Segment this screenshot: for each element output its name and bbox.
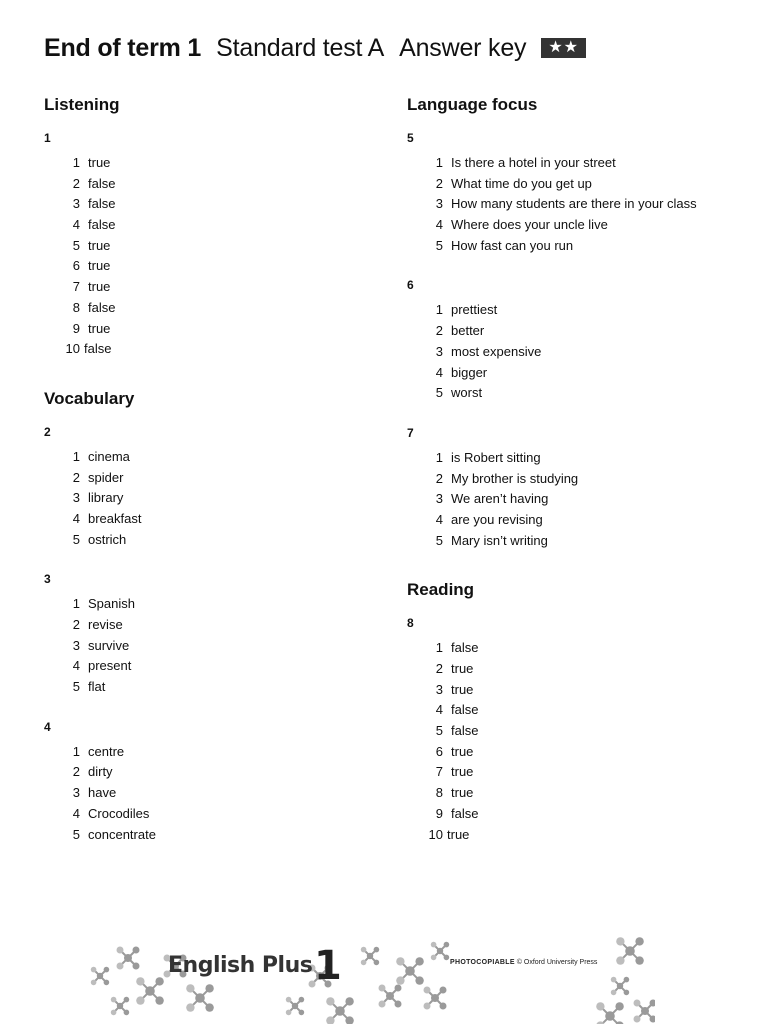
list-item [44, 153, 374, 174]
item-number: 4 [435, 364, 443, 380]
item-number: 1 [72, 743, 80, 759]
item-answer: My brother is studying [451, 470, 579, 486]
list-item [407, 700, 737, 721]
item-number: 3 [72, 785, 80, 801]
exercise-number: 1 [44, 131, 51, 145]
item-answer: true [447, 826, 470, 842]
item-number: 8 [72, 299, 80, 315]
item-number: 7 [72, 279, 80, 295]
item-answer: false [451, 805, 479, 821]
item-answer: We aren’t having [451, 491, 549, 507]
list-item [44, 742, 374, 763]
answer-list [44, 594, 374, 697]
exercise-number: 3 [44, 572, 51, 587]
pattern-cluster [136, 977, 164, 1005]
brand-logo: English Plus [168, 953, 313, 978]
item-answer: true [88, 258, 111, 274]
item-number: 4 [435, 511, 443, 527]
list-item [407, 215, 737, 236]
item-number: 3 [435, 343, 443, 359]
item-number: 8 [435, 785, 443, 801]
item-number: 2 [435, 661, 443, 676]
photocopiable-label: PHOTOCOPIABLE [450, 959, 515, 966]
exercise-4 [44, 720, 374, 845]
pattern-cluster [616, 937, 644, 965]
item-answer: bigger [451, 364, 488, 380]
item-number: 5 [72, 826, 80, 842]
item-answer: true [451, 661, 474, 676]
item-number: 5 [72, 679, 80, 695]
pattern-cluster [611, 977, 629, 995]
list-item [44, 215, 374, 236]
item-answer: false [84, 341, 112, 357]
list-item [44, 447, 374, 468]
list-item [44, 636, 374, 657]
item-answer: Is there a hotel in your street [451, 155, 616, 170]
exercise-2 [44, 425, 374, 550]
item-answer: centre [88, 743, 125, 759]
list-item [407, 300, 737, 321]
list-item [44, 277, 374, 298]
item-number: 2 [435, 323, 443, 339]
item-number: 6 [72, 258, 80, 274]
answer-list [44, 742, 374, 845]
pattern-cluster [186, 984, 214, 1012]
exercise-number: 6 [407, 278, 414, 293]
list-item [407, 510, 737, 531]
pattern-cluster [361, 947, 379, 965]
list-item [407, 383, 737, 404]
item-answer: are you revising [451, 511, 543, 527]
item-answer: concentrate [88, 826, 156, 842]
list-item [44, 488, 374, 509]
pattern-cluster [91, 967, 109, 985]
exercise-5 [407, 131, 737, 256]
item-number: 3 [72, 490, 80, 506]
list-item [44, 194, 374, 215]
item-answer: How fast can you run [451, 237, 574, 253]
list-item [407, 321, 737, 342]
item-number: 5 [435, 723, 443, 739]
item-answer: How many students are there in your class [451, 196, 697, 212]
item-answer: ostrich [88, 531, 127, 547]
item-number: 2 [72, 764, 80, 780]
item-answer: dirty [88, 764, 113, 780]
list-item [44, 594, 374, 615]
item-number: 3 [72, 637, 80, 653]
item-answer: breakfast [88, 510, 142, 526]
item-answer: false [451, 640, 479, 656]
pattern-cluster [596, 1002, 624, 1024]
item-answer: false [88, 299, 116, 315]
right-column [407, 92, 737, 845]
list-item [407, 783, 737, 804]
item-number: 3 [435, 491, 443, 507]
brand-level-number: 1 [314, 943, 342, 989]
item-number: 1 [435, 155, 443, 170]
list-item [407, 448, 737, 469]
item-answer: Crocodiles [88, 805, 150, 821]
list-item [407, 659, 737, 680]
list-item [44, 530, 374, 551]
answer-key-label: Answer key [399, 33, 527, 62]
item-number: 3 [72, 196, 80, 212]
item-number: 10 [428, 826, 443, 842]
item-number: 3 [435, 681, 443, 697]
item-answer: false [451, 723, 479, 739]
footer-pattern [90, 936, 655, 1024]
list-item [407, 174, 737, 195]
item-answer: revise [88, 617, 123, 632]
list-item [44, 319, 374, 340]
section-title-reading: Reading [407, 580, 475, 600]
item-number: 1 [72, 448, 80, 464]
page-title: End of term 1 [44, 33, 202, 62]
item-answer: false [88, 196, 116, 212]
list-item [407, 153, 737, 174]
item-answer: true [88, 155, 111, 170]
list-item [407, 721, 737, 742]
list-item [44, 298, 374, 319]
pattern-cluster [634, 1000, 656, 1023]
item-answer: present [88, 658, 132, 674]
item-answer: true [88, 320, 111, 336]
item-answer: survive [88, 637, 130, 653]
item-answer: Mary isn’t writing [451, 532, 548, 548]
item-answer: What time do you get up [451, 175, 592, 191]
item-number: 7 [435, 764, 443, 780]
item-number: 10 [65, 341, 80, 357]
answer-list [44, 447, 374, 550]
answer-list [407, 448, 737, 551]
item-number: 1 [435, 640, 443, 656]
item-answer: Spanish [88, 596, 135, 612]
list-item [44, 762, 374, 783]
item-number: 4 [72, 217, 80, 233]
list-item [407, 742, 737, 763]
list-item [407, 194, 737, 215]
item-answer: true [451, 681, 474, 697]
item-number: 1 [72, 596, 80, 612]
left-column [44, 92, 374, 845]
item-answer: false [451, 702, 479, 718]
item-answer: flat [88, 679, 106, 695]
exercise-3 [44, 572, 374, 697]
item-number: 4 [435, 702, 443, 718]
section-title-vocabulary: Vocabulary [44, 388, 135, 408]
pattern-cluster [117, 947, 140, 970]
answer-list [407, 300, 737, 403]
item-answer: spider [88, 469, 124, 485]
pattern-cluster [379, 985, 402, 1008]
item-number: 5 [72, 237, 80, 253]
list-item [407, 363, 737, 384]
answer-list [44, 153, 374, 360]
list-item [407, 469, 737, 490]
pattern-cluster [424, 987, 447, 1010]
exercise-number: 2 [44, 424, 51, 439]
list-item [407, 762, 737, 783]
item-number: 9 [435, 805, 443, 821]
list-item [44, 236, 374, 257]
item-answer: prettiest [451, 302, 498, 318]
item-number: 2 [435, 175, 443, 191]
section-title-listening: Listening [44, 95, 120, 114]
item-number: 5 [435, 237, 443, 253]
list-item [44, 509, 374, 530]
item-answer: Where does your uncle live [451, 217, 608, 233]
item-answer: is Robert sitting [451, 449, 541, 465]
difficulty-stars-icon: ★★ [541, 38, 586, 58]
list-item [44, 677, 374, 698]
pattern-cluster [111, 997, 129, 1015]
list-item [407, 236, 737, 257]
section-title-language-focus: Language focus [407, 95, 538, 114]
page-header [44, 30, 586, 66]
exercise-number: 7 [407, 425, 414, 440]
item-answer: true [88, 279, 111, 295]
pattern-cluster [326, 997, 354, 1024]
exercise-number: 4 [44, 719, 51, 734]
item-number: 1 [435, 449, 443, 465]
item-answer: worst [451, 385, 483, 401]
item-answer: most expensive [451, 343, 542, 359]
exercise-number: 5 [407, 131, 414, 145]
item-answer: true [451, 743, 474, 759]
list-item [44, 468, 374, 489]
list-item [407, 825, 737, 846]
item-number: 2 [435, 470, 443, 486]
answer-list [407, 153, 737, 256]
exercise-8 [407, 616, 737, 845]
copyright-text: © Oxford University Press [516, 959, 598, 966]
item-number: 4 [72, 510, 80, 526]
list-item [44, 174, 374, 195]
exercise-1 [44, 131, 374, 360]
item-number: 4 [72, 805, 80, 821]
item-number: 5 [435, 532, 443, 548]
item-answer: true [451, 764, 474, 780]
test-name: Standard test A [216, 33, 385, 62]
pattern-cluster [396, 957, 424, 985]
photocopiable-notice [450, 959, 597, 966]
list-item [44, 783, 374, 804]
list-item [44, 825, 374, 846]
item-answer: cinema [88, 448, 130, 464]
item-number: 6 [435, 743, 443, 759]
item-answer: have [88, 785, 117, 801]
list-item [44, 339, 374, 360]
item-number: 9 [72, 320, 80, 336]
list-item [44, 256, 374, 277]
item-number: 3 [435, 196, 443, 212]
list-item [44, 656, 374, 677]
list-item [44, 804, 374, 825]
list-item [407, 489, 737, 510]
list-item [407, 342, 737, 363]
item-number: 5 [435, 385, 443, 401]
list-item [407, 680, 737, 701]
list-item [44, 615, 374, 636]
exercise-6 [407, 278, 737, 403]
item-answer: true [88, 237, 111, 253]
exercise-7 [407, 426, 737, 551]
list-item [407, 531, 737, 552]
item-number: 2 [72, 175, 80, 191]
pattern-cluster [431, 942, 449, 960]
item-answer: better [451, 323, 485, 339]
item-answer: library [88, 490, 124, 506]
item-answer: false [88, 217, 116, 233]
item-number: 1 [72, 155, 80, 170]
answer-list [407, 638, 737, 845]
item-number: 4 [435, 217, 443, 233]
exercise-number: 8 [407, 616, 414, 631]
list-item [407, 638, 737, 659]
item-number: 1 [435, 302, 443, 318]
item-number: 2 [72, 617, 80, 632]
item-number: 4 [72, 658, 80, 674]
list-item [407, 804, 737, 825]
item-number: 2 [72, 469, 80, 485]
pattern-cluster [286, 997, 304, 1015]
item-answer: false [88, 175, 116, 191]
item-answer: true [451, 785, 474, 801]
item-number: 5 [72, 531, 80, 547]
